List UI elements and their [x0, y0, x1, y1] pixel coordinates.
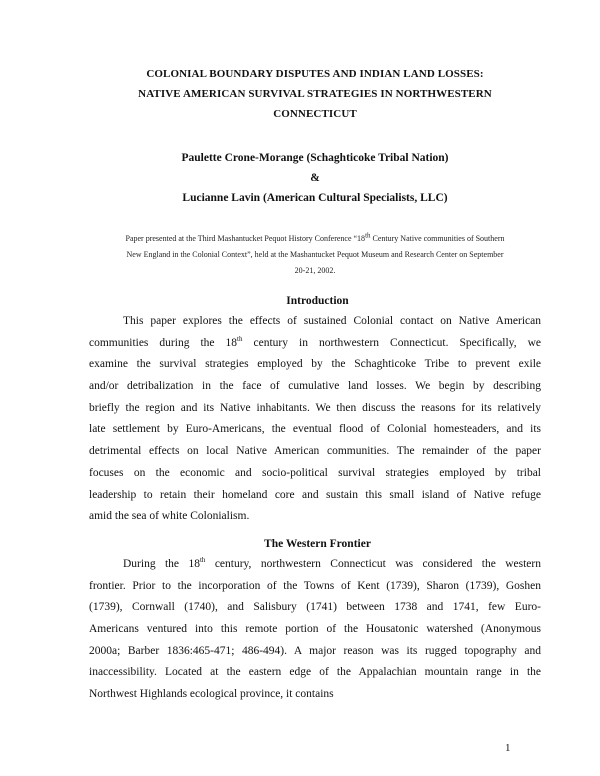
paragraph-line: (1739), Cornwall (1740), and Salisbury (1741) between 1738 and 1741, few Euro- — [89, 601, 541, 614]
paragraph-line: frontier. Prior to the incorporation of the Towns of Kent (1739), Sharon (1739), Goshen — [89, 579, 541, 592]
line-superscript: th — [199, 556, 206, 565]
paragraph-line — [89, 333, 541, 355]
paragraph-line: amid the sea of white Colonialism. — [89, 510, 250, 523]
note-superscript: th — [365, 231, 371, 240]
paragraph-line: leadership to retain their homeland core and sustain this small island of Native refuge — [89, 488, 541, 501]
western-frontier-paragraph — [89, 554, 541, 706]
author-name: Lucianne Lavin (American Cultural Specialists, LLC) — [182, 192, 448, 204]
note-line: New England in the Colonial Context”, held at the Mashantucket Pequot Museum and Research Center on September — [126, 250, 504, 259]
note-text: Century Native communities of Southern — [370, 234, 505, 243]
paragraph-line: Northwest Highlands ecological province, it contains — [89, 688, 334, 701]
author-block — [95, 148, 535, 208]
paragraph-line: and/or detribalization in the face of cumulative land losses. We begin by describing — [89, 380, 541, 393]
conference-note — [92, 231, 538, 279]
introduction-paragraph — [89, 311, 541, 528]
title-line: CONNECTICUT — [273, 108, 357, 120]
line-text: century in northwestern Connecticut. Specifically, we — [242, 336, 541, 349]
paragraph-line: late settlement by Euro-Americans, the eventual flood of Colonial homesteaders, and its — [89, 423, 541, 436]
paragraph-line: inaccessibility. Located at the eastern edge of the Appalachian mountain range in the — [89, 666, 541, 679]
paragraph-line: examine the survival strategies employed by the Schaghticoke Tribe to prevent exile — [89, 358, 541, 371]
note-line — [92, 231, 538, 247]
line-superscript: th — [237, 334, 243, 343]
section-heading-introduction: Introduction — [286, 295, 349, 307]
line-text: communities during the 18 — [89, 336, 238, 349]
paragraph-line — [89, 554, 541, 576]
paragraph-line: briefly the region and its Native inhabitants. We then discuss the reasons for its relatively — [89, 401, 541, 414]
page-number: 1 — [505, 742, 511, 754]
author-conjunction: & — [310, 172, 320, 184]
paper-title — [95, 64, 535, 124]
line-text: century, northwestern Connecticut was considered the western — [205, 558, 541, 570]
note-text: Paper presented at the Third Mashantucket Pequot History Conference “18 — [125, 234, 366, 243]
section-heading-western-frontier: The Western Frontier — [264, 538, 371, 550]
note-line: 20-21, 2002. — [294, 266, 336, 275]
line-text: During the 18 — [123, 558, 200, 570]
paragraph-line: Americans ventured into this remote portion of the Housatonic watershed (Anonymous — [89, 623, 541, 636]
title-line: NATIVE AMERICAN SURVIVAL STRATEGIES IN NORTHWESTERN — [138, 88, 492, 100]
paragraph-line: This paper explores the effects of sustained Colonial contact on Native American — [123, 315, 541, 327]
paragraph-line: focuses on the economic and socio-political survival strategies employed by tribal — [89, 466, 541, 479]
paragraph-line: detrimental effects on local Native American communities. The remainder of the paper — [89, 445, 541, 458]
paragraph-line: 2000a; Barber 1836:465-471; 486-494). A major reason was its rugged topography and — [89, 644, 541, 657]
title-line: COLONIAL BOUNDARY DISPUTES AND INDIAN LAND LOSSES: — [146, 68, 484, 80]
author-name: Paulette Crone-Morange (Schaghticoke Tribal Nation) — [181, 152, 449, 164]
